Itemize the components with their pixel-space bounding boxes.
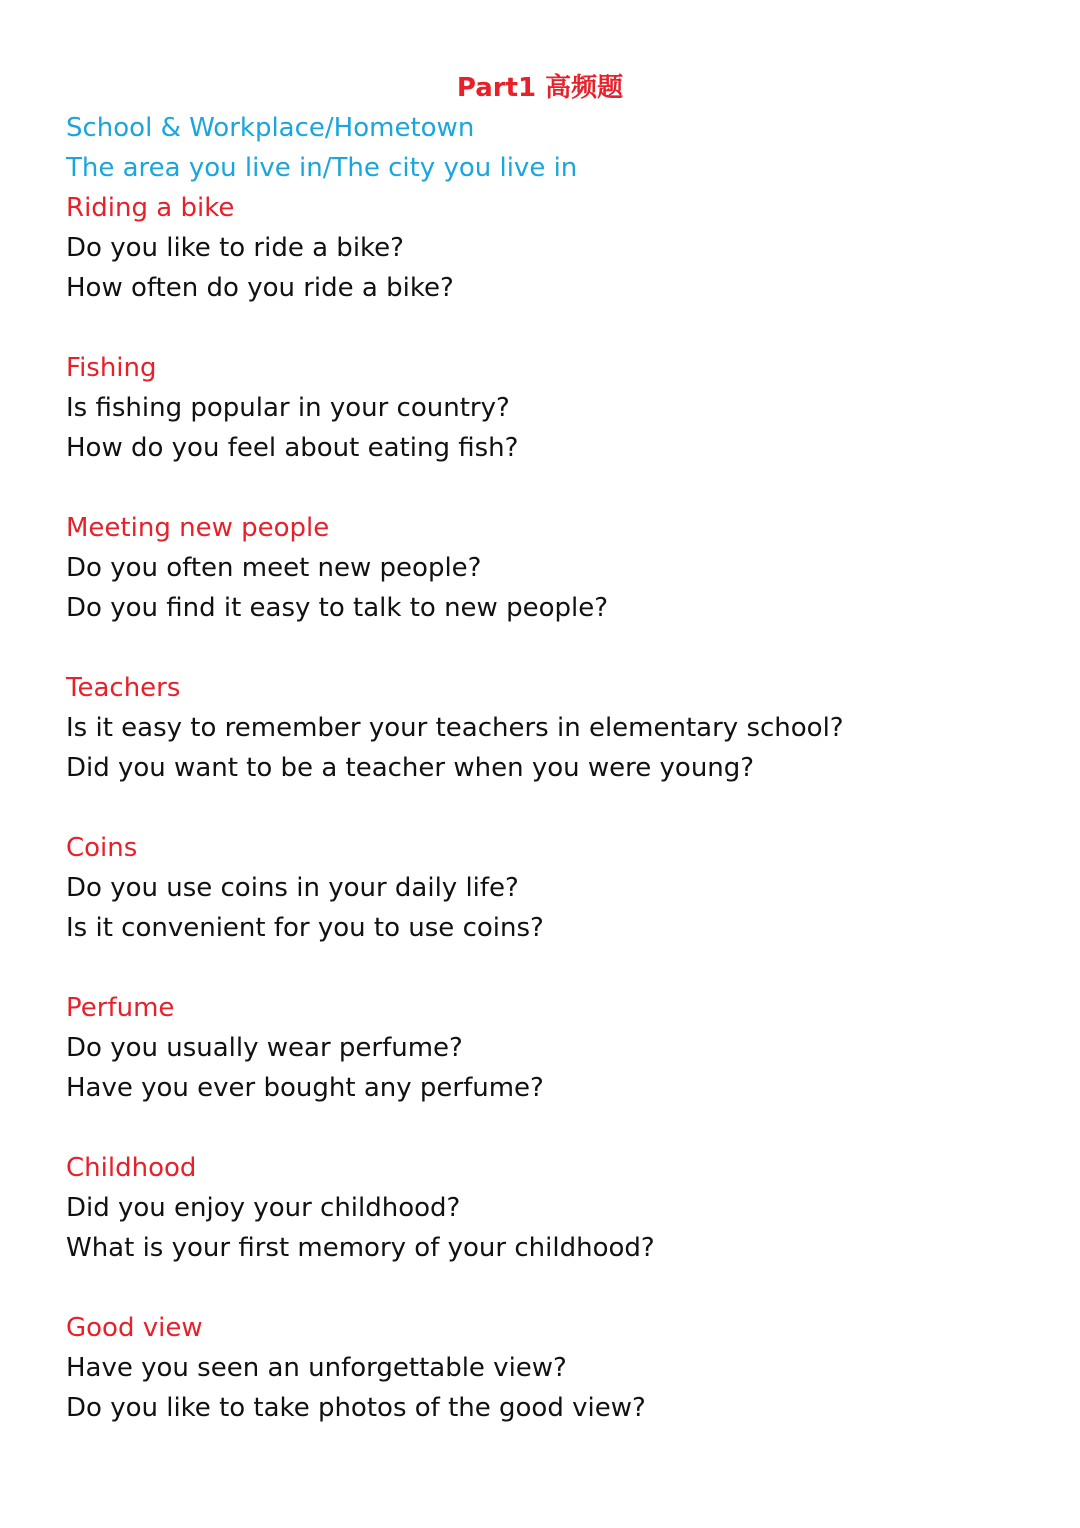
topic-heading: Good view bbox=[66, 1313, 203, 1343]
question: Do you use coins in your daily life? bbox=[66, 873, 519, 903]
question: What is your first memory of your childhood? bbox=[66, 1233, 655, 1263]
document-page bbox=[66, 68, 1026, 1428]
question: Do you find it easy to talk to new people? bbox=[66, 593, 609, 623]
topic-heading: Teachers bbox=[66, 673, 181, 703]
question: Is fishing popular in your country? bbox=[66, 393, 510, 423]
intro-line-area-city: The area you live in/The city you live in bbox=[66, 153, 578, 183]
topic-coins bbox=[66, 828, 1026, 948]
question: Have you seen an unforgettable view? bbox=[66, 1353, 567, 1383]
topic-fishing bbox=[66, 348, 1026, 468]
topic-riding-a-bike bbox=[66, 188, 1026, 308]
topic-good-view bbox=[66, 1308, 1026, 1428]
question: Do you often meet new people? bbox=[66, 553, 482, 583]
topic-heading: Childhood bbox=[66, 1153, 197, 1183]
intro-line-school-workplace-hometown: School & Workplace/Hometown bbox=[66, 113, 475, 143]
topic-meeting-new-people bbox=[66, 508, 1026, 628]
question: How do you feel about eating fish? bbox=[66, 433, 519, 463]
question: Have you ever bought any perfume? bbox=[66, 1073, 544, 1103]
topic-heading: Coins bbox=[66, 833, 138, 863]
topic-heading: Meeting new people bbox=[66, 513, 330, 543]
topic-perfume bbox=[66, 988, 1026, 1108]
question: Do you usually wear perfume? bbox=[66, 1033, 463, 1063]
question: Did you enjoy your childhood? bbox=[66, 1193, 461, 1223]
topic-teachers bbox=[66, 668, 1026, 788]
topic-heading: Perfume bbox=[66, 993, 175, 1023]
question: Do you like to ride a bike? bbox=[66, 233, 404, 263]
question: Do you like to take photos of the good view? bbox=[66, 1393, 646, 1423]
question: Did you want to be a teacher when you were young? bbox=[66, 753, 755, 783]
topic-childhood bbox=[66, 1148, 1026, 1268]
question: Is it convenient for you to use coins? bbox=[66, 913, 544, 943]
topic-heading: Riding a bike bbox=[66, 193, 235, 223]
question: How often do you ride a bike? bbox=[66, 273, 454, 303]
question: Is it easy to remember your teachers in elementary school? bbox=[66, 713, 844, 743]
topic-heading: Fishing bbox=[66, 353, 157, 383]
page-title: Part1 高频题 bbox=[456, 73, 624, 103]
